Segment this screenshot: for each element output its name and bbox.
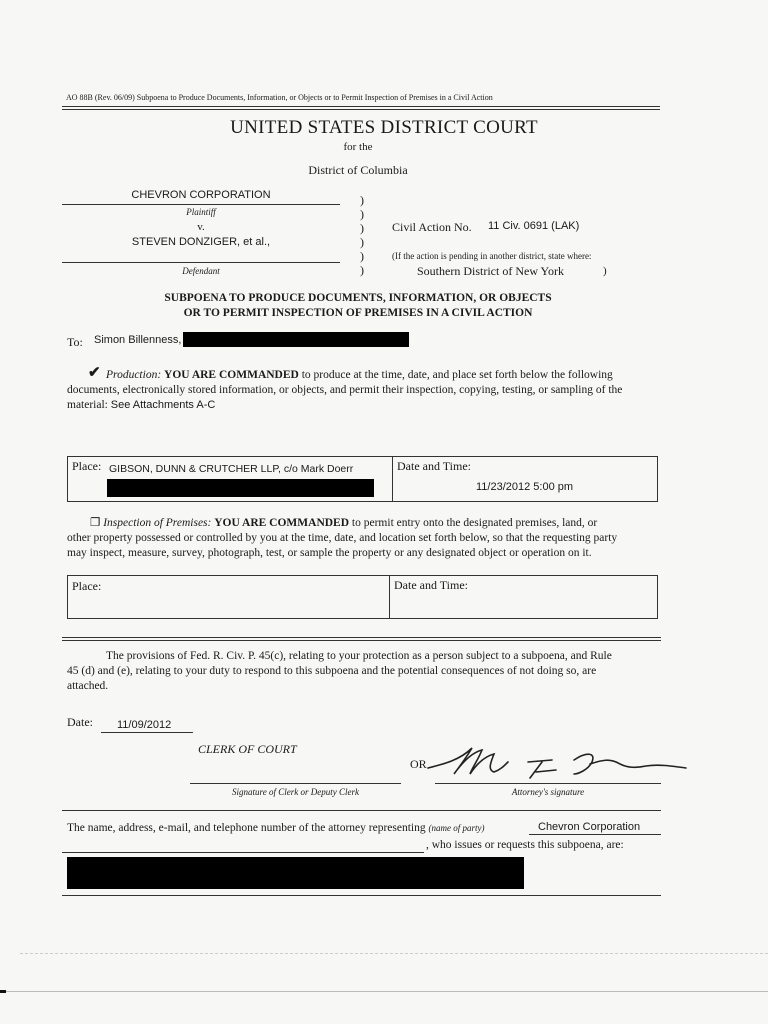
scan-edge-line bbox=[0, 991, 768, 992]
caption-paren: ) bbox=[360, 221, 364, 235]
date-rule bbox=[101, 732, 193, 733]
pending-district: Southern District of New York bbox=[417, 264, 564, 278]
inspection-text-2: other property possessed or controlled by you at the time, date, and location set forth below, so that the requesting party bbox=[67, 532, 618, 544]
attorney-signature-line bbox=[435, 783, 661, 784]
redaction-bar bbox=[183, 332, 409, 347]
production-text-2: documents, electronically stored information, or objects, and permit their inspection, copying, testing, or sampling of the bbox=[67, 384, 623, 396]
inspection-box-divider bbox=[389, 575, 390, 619]
to-label: To: bbox=[67, 335, 83, 349]
plaintiff-rule bbox=[62, 204, 340, 205]
inspection-text-3: may inspect, measure, survey, photograph, test, or sample the property or any designated object or operation on it. bbox=[67, 547, 592, 559]
redaction-bar bbox=[67, 857, 524, 889]
caption-paren: ) bbox=[360, 235, 364, 249]
section-rule bbox=[62, 637, 661, 638]
inspection-text-1: to permit entry onto the designated premises, land, or bbox=[351, 517, 598, 529]
inspection-commanded: YOU ARE COMMANDED bbox=[214, 517, 350, 529]
production-box-divider bbox=[392, 456, 393, 502]
caption-paren: ) bbox=[360, 193, 364, 207]
production-label: Production: bbox=[106, 369, 162, 381]
section-rule-2 bbox=[62, 640, 661, 641]
clerk-signature-line bbox=[190, 783, 401, 784]
bottom-rule bbox=[62, 895, 661, 896]
clerk-of-court: CLERK OF COURT bbox=[198, 742, 297, 756]
party-value: Chevron Corporation bbox=[538, 821, 641, 833]
production-text-1: to produce at the time, date, and place set forth below the following bbox=[301, 369, 613, 381]
date-label: Date: bbox=[67, 715, 93, 729]
production-datetime-label: Date and Time: bbox=[397, 459, 471, 473]
production-material-label: material: bbox=[67, 399, 108, 411]
caption-paren: ) bbox=[360, 249, 364, 263]
attorney-info-text: The name, address, e-mail, and telephone number of the attorney representing bbox=[67, 822, 426, 834]
civil-action-number: 11 Civ. 0691 (LAK) bbox=[488, 220, 580, 232]
subpoena-title-line2: OR TO PERMIT INSPECTION OF PREMISES IN A CIVIL ACTION bbox=[183, 307, 533, 319]
provisions-paragraph bbox=[67, 649, 667, 694]
date-value: 11/09/2012 bbox=[117, 719, 172, 731]
production-place-value: GIBSON, DUNN & CRUTCHER LLP, c/o Mark Doerr bbox=[109, 463, 354, 475]
caption-paren: ) bbox=[360, 207, 364, 221]
pending-district-note: (If the action is pending in another district, state where: bbox=[392, 251, 592, 261]
production-place-label: Place: bbox=[72, 459, 102, 473]
attorney-signature-caption: Attorney's signature bbox=[511, 787, 585, 797]
attorney-signature-icon bbox=[424, 740, 690, 786]
defendant-label: Defendant bbox=[182, 266, 220, 276]
inspection-place-label: Place: bbox=[72, 579, 102, 593]
inspection-label: Inspection of Premises: bbox=[103, 517, 212, 529]
attorney-info-line-2: , who issues or requests this subpoena, are: bbox=[426, 839, 624, 851]
attorney-info-line-1 bbox=[67, 822, 484, 834]
production-commanded: YOU ARE COMMANDED bbox=[164, 369, 299, 381]
defendant-name: STEVEN DONZIGER, et al., bbox=[131, 236, 271, 248]
section-rule bbox=[62, 810, 661, 811]
versus-text: v. bbox=[197, 221, 205, 233]
redaction-bar bbox=[107, 479, 374, 497]
attorney-rule bbox=[62, 852, 424, 853]
form-number: AO 88B (Rev. 06/09) Subpoena to Produce Documents, Information, or Objects or to Permit Inspection of Premises in a Civil Action bbox=[66, 93, 493, 102]
plaintiff-label: Plaintiff bbox=[186, 207, 216, 217]
subpoena-title-line1: SUBPOENA TO PRODUCE DOCUMENTS, INFORMATION, OR OBJECTS bbox=[164, 292, 552, 304]
inspection-checkbox-icon: ❐ bbox=[90, 517, 101, 529]
plaintiff-name: CHEVRON CORPORATION bbox=[131, 189, 271, 201]
pending-close-paren: ) bbox=[603, 265, 607, 277]
production-checkmark-icon: ✔ bbox=[88, 365, 101, 381]
defendant-rule bbox=[62, 262, 340, 263]
header-rule bbox=[62, 106, 660, 107]
clerk-signature-caption: Signature of Clerk or Deputy Clerk bbox=[232, 787, 359, 797]
header-rule-2 bbox=[62, 109, 660, 110]
recipient-name: Simon Billenness, bbox=[94, 334, 182, 346]
name-of-party-label: (name of party) bbox=[428, 823, 485, 833]
district-name: District of Columbia bbox=[308, 163, 408, 177]
scan-mark bbox=[0, 990, 6, 993]
for-the-text: for the bbox=[343, 141, 373, 153]
inspection-place-box bbox=[67, 575, 658, 619]
production-material-value: See Attachments A-C bbox=[110, 399, 216, 411]
inspection-datetime-label: Date and Time: bbox=[394, 578, 468, 592]
inspection-paragraph bbox=[67, 516, 667, 561]
provisions-line-3: attached. bbox=[67, 680, 109, 692]
court-title: UNITED STATES DISTRICT COURT bbox=[230, 117, 538, 138]
provisions-line-1: The provisions of Fed. R. Civ. P. 45(c), relating to your protection as a person subject to a subpoena, and Rule bbox=[106, 650, 612, 662]
party-rule bbox=[529, 834, 661, 835]
or-label: OR bbox=[410, 757, 427, 771]
scan-dash-line bbox=[20, 953, 768, 954]
provisions-line-2: 45 (d) and (e), relating to your duty to respond to this subpoena and the potential consequences of not doing so, are bbox=[67, 665, 597, 677]
caption-paren: ) bbox=[360, 263, 364, 277]
civil-action-label: Civil Action No. bbox=[392, 220, 472, 234]
production-datetime-value: 11/23/2012 5:00 pm bbox=[476, 481, 574, 493]
production-paragraph bbox=[67, 368, 667, 413]
